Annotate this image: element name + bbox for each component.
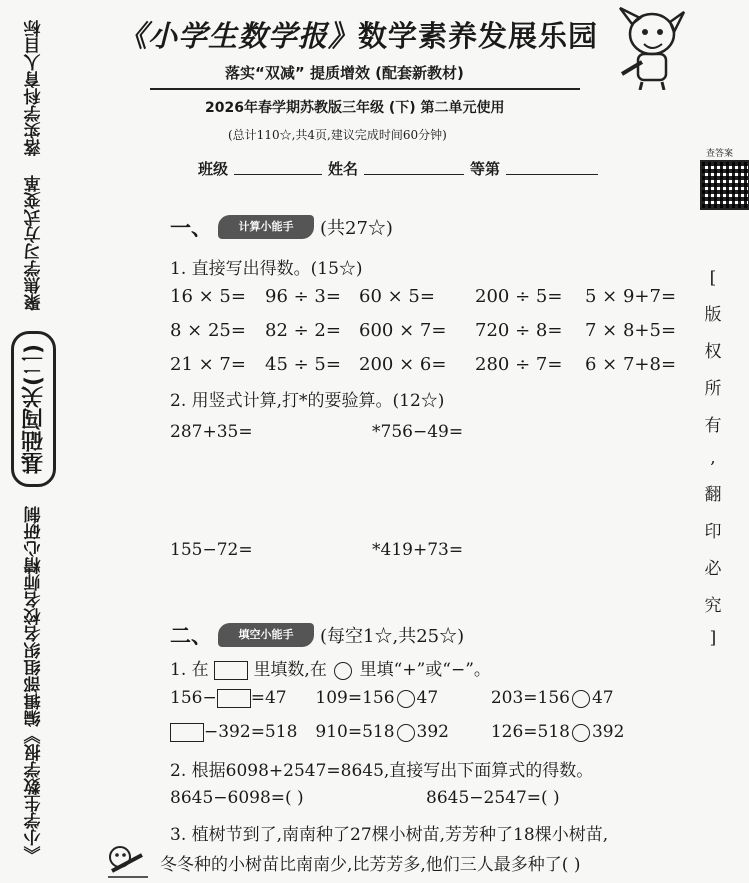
vertical-calc-4: *419+73= bbox=[372, 540, 464, 560]
answer-box[interactable] bbox=[170, 723, 204, 742]
answer-circle-sample bbox=[334, 662, 352, 680]
copyright-char: 必 bbox=[704, 559, 722, 579]
name-label: 姓名 bbox=[328, 160, 359, 178]
fill-item: 910=518 392 bbox=[315, 722, 449, 742]
exam-note: (总计110☆,共4页,建议完成时间60分钟) bbox=[228, 128, 447, 142]
side-slogan-learning: 聚焦学习方式变革 bbox=[24, 175, 45, 312]
copyright-char: 印 bbox=[704, 522, 722, 542]
calc-grid bbox=[170, 286, 685, 388]
header-divider-top bbox=[150, 88, 580, 90]
section-2-number: 二、 bbox=[170, 623, 212, 648]
fill-item: −392=518 bbox=[170, 722, 310, 742]
calc-item: 280 ÷ 7= bbox=[475, 354, 563, 375]
section-1-number: 一、 bbox=[170, 215, 212, 240]
calc-item: 200 ÷ 5= bbox=[475, 286, 563, 307]
answer-box[interactable] bbox=[217, 689, 251, 708]
calc-item: 60 × 5= bbox=[359, 286, 435, 307]
side-slogan-editor: 《小学生数学报》编辑部组织名校名师精心研制 bbox=[24, 506, 45, 863]
copyright-char: [ bbox=[709, 268, 717, 288]
mascot-dog-illustration bbox=[612, 4, 688, 90]
side-slogan-goal: 落实学科育人目标 bbox=[24, 20, 45, 156]
section-2-badge: 填空小能手 bbox=[218, 623, 314, 647]
copyright-char: 究 bbox=[704, 596, 722, 616]
fill-item: 126=518 392 bbox=[490, 722, 625, 742]
calc-item: 8 × 25= bbox=[170, 320, 246, 341]
semester-info: 2026年春学期苏教版三年级 (下) 第二单元使用 bbox=[205, 100, 505, 116]
fill-item: 203=156 47 bbox=[490, 688, 614, 708]
calc-item: 200 × 6= bbox=[359, 354, 447, 375]
subtitle: 落实“双减” 提质增效 (配套新教材) bbox=[225, 64, 464, 82]
q1-text-a: 1. 在 bbox=[170, 660, 209, 680]
page-title bbox=[118, 14, 618, 55]
calc-item: 45 ÷ 5= bbox=[265, 354, 341, 375]
section-1-q1: 1. 直接写出得数。(15☆) bbox=[170, 259, 363, 279]
answer-circle[interactable] bbox=[572, 690, 590, 708]
answer-circle[interactable] bbox=[397, 690, 415, 708]
qr-label: 查答案 bbox=[706, 149, 734, 159]
calc-item: 16 × 5= bbox=[170, 286, 246, 307]
grade-field[interactable] bbox=[506, 158, 598, 175]
section-2-meta: (每空1☆,共25☆) bbox=[320, 626, 465, 647]
calc-item: 96 ÷ 3= bbox=[265, 286, 341, 307]
class-label: 班级 bbox=[198, 160, 229, 178]
copyright-char: , bbox=[710, 448, 716, 468]
grade-label: 等第 bbox=[470, 160, 501, 178]
section-1-q2: 2. 用竖式计算,打*的要验算。(12☆) bbox=[170, 391, 445, 411]
calc-item: 6 × 7+8= bbox=[585, 354, 677, 375]
calc-item: 720 ÷ 8= bbox=[475, 320, 563, 341]
answer-box-sample bbox=[214, 661, 248, 680]
section-2-q3-line1: 3. 植树节到了,南南种了27棵小树苗,芳芳种了18棵小树苗, bbox=[170, 825, 609, 845]
q1-text-b: 里填数,在 bbox=[253, 660, 327, 680]
section-2-q1 bbox=[170, 655, 491, 680]
level-badge: 基础闯关(二) bbox=[12, 331, 57, 487]
copyright-notice bbox=[690, 268, 736, 648]
section-1-meta: (共27☆) bbox=[320, 218, 393, 239]
vertical-calc-3: 155−72= bbox=[170, 540, 253, 560]
copyright-char: 所 bbox=[704, 379, 722, 399]
q2-answer-a[interactable]: 8645−6098=( ) bbox=[170, 788, 304, 808]
student-info-row bbox=[198, 158, 598, 179]
copyright-char: 有 bbox=[704, 416, 722, 436]
footer-mascot-icon bbox=[104, 843, 152, 881]
answer-circle[interactable] bbox=[397, 724, 415, 742]
section-2-header bbox=[170, 620, 464, 650]
section-2-q3-line2: 冬冬种的小树苗比南南少,比芳芳多,他们三人最多种了( ) bbox=[160, 855, 581, 875]
calc-item: 7 × 8+5= bbox=[585, 320, 677, 341]
fill-item: 156− =47 bbox=[170, 688, 287, 708]
calc-item: 21 × 7= bbox=[170, 354, 246, 375]
calc-row bbox=[170, 286, 685, 320]
left-side-banner bbox=[8, 0, 60, 883]
section-1-badge: 计算小能手 bbox=[218, 215, 314, 239]
copyright-char: 权 bbox=[704, 342, 722, 362]
answer-circle[interactable] bbox=[572, 724, 590, 742]
vertical-calc-1: 287+35= bbox=[170, 422, 253, 442]
fill-row-1 bbox=[170, 688, 641, 708]
name-field[interactable] bbox=[364, 158, 464, 175]
copyright-char: ] bbox=[709, 628, 717, 648]
section-1-header bbox=[170, 212, 393, 242]
q1-text-c: 里填“+”或“−”。 bbox=[359, 660, 491, 680]
copyright-char: 翻 bbox=[704, 485, 722, 505]
class-field[interactable] bbox=[234, 158, 322, 175]
fill-row-2 bbox=[170, 722, 641, 742]
calc-row bbox=[170, 354, 685, 388]
calc-item: 600 × 7= bbox=[359, 320, 447, 341]
calc-item: 5 × 9+7= bbox=[585, 286, 677, 307]
section-2-q2: 2. 根据6098+2547=8645,直接写出下面算式的得数。 bbox=[170, 761, 594, 781]
calc-row bbox=[170, 320, 685, 354]
title-rest: 数学素养发展乐园 bbox=[358, 19, 599, 53]
q2-answer-b[interactable]: 8645−2547=( ) bbox=[426, 788, 560, 808]
fill-item: 109=156 47 bbox=[315, 688, 439, 708]
vertical-calc-2: *756−49= bbox=[372, 422, 464, 442]
calc-item: 82 ÷ 2= bbox=[265, 320, 341, 341]
brand-name: 《小学生数学报》 bbox=[118, 19, 359, 53]
copyright-char: 版 bbox=[704, 305, 722, 325]
qr-code-icon[interactable] bbox=[700, 160, 749, 210]
